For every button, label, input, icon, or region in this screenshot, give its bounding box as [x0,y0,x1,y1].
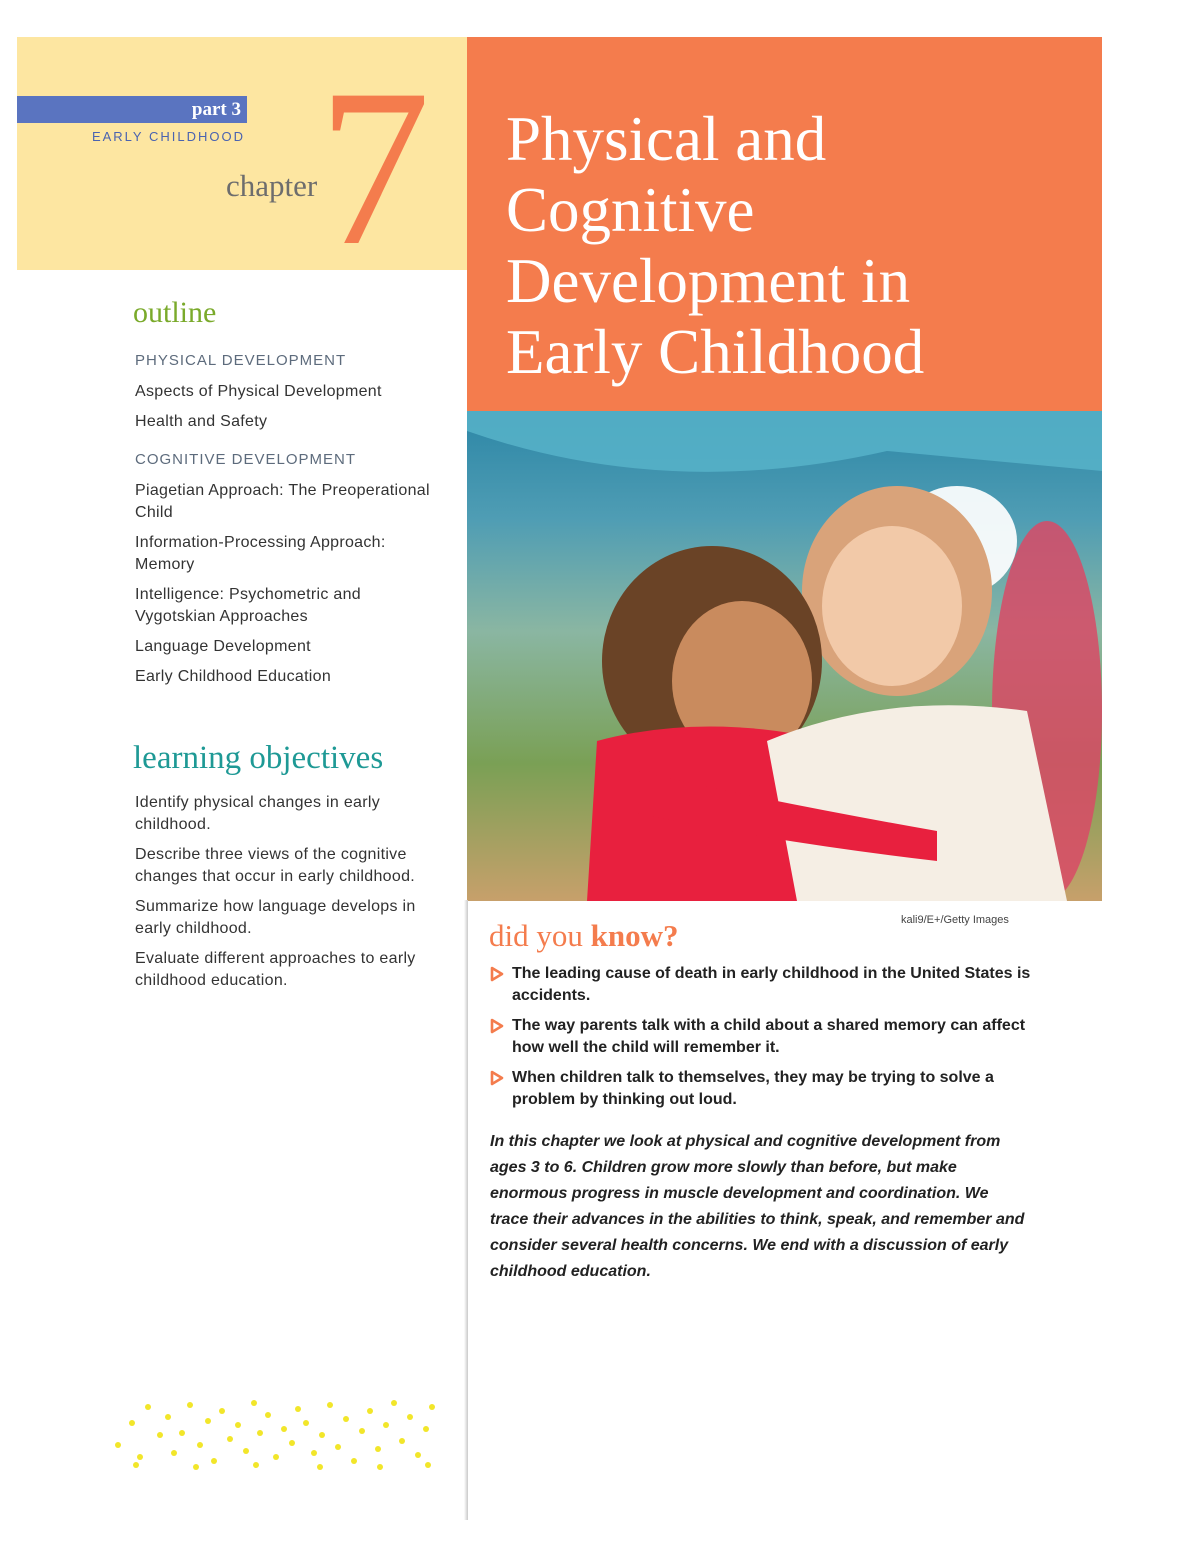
outline-list [135,480,435,696]
outline-item: Intelligence: Psychometric and Vygotskian Approaches [135,586,361,625]
chapter-title-line: Early Childhood [506,317,925,387]
play-arrow-icon [490,1018,504,1034]
learning-objectives-list [135,792,445,1000]
decorative-dots [110,1395,440,1475]
photo-credit: kali9/E+/Getty Images [901,914,1009,926]
column-divider [464,900,468,1520]
did-you-know-heading-plain: did you [489,918,591,953]
outline-item: Piagetian Approach: The Preoperational Child [135,482,430,521]
chapter-title-line: Cognitive [506,175,755,245]
chapter-title-line: Development in [506,246,911,316]
play-arrow-icon [490,1070,504,1086]
part-subtitle: EARLY CHILDHOOD [91,129,245,144]
play-arrow-icon [490,966,504,982]
outline-section-label: PHYSICAL DEVELOPMENT [135,352,347,369]
chapter-title [506,104,1086,388]
part-label: part 3 [17,96,247,123]
did-you-know-text: When children talk to themselves, they may be trying to solve a problem by thinking out loud. [512,1069,994,1108]
learning-objective-item: Evaluate different approaches to early childhood education. [135,950,416,989]
did-you-know-heading-bold: know? [590,918,679,953]
learning-objective-item: Identify physical changes in early childhood. [135,794,380,833]
outline-item: Language Development [135,638,311,655]
chapter-word: chapter [226,168,318,203]
photo-illustration [467,411,1102,901]
chapter-title-line: Physical and [506,104,827,174]
did-you-know-heading [489,918,679,954]
outline-item: Health and Safety [135,413,268,430]
learning-objective-item: Describe three views of the cognitive changes that occur in early childhood. [135,846,416,885]
chapter-number: 7 [318,42,431,292]
outline-item: Information-Processing Approach: Memory [135,534,386,573]
did-you-know-item [490,963,1035,1007]
did-you-know-item [490,1015,1035,1059]
learning-objective-item: Summarize how language develops in early childhood. [135,898,416,937]
outline-list [135,381,435,441]
chapter-photo [467,411,1102,901]
did-you-know-text: The way parents talk with a child about a shared memory can affect how well the child will remember it. [512,1017,1026,1056]
outline-item: Early Childhood Education [135,668,332,685]
outline-item: Aspects of Physical Development [135,383,382,400]
outline-heading: outline [133,296,217,329]
did-you-know-text: The leading cause of death in early childhood in the United States is accidents. [512,965,1031,1004]
outline-section-label: COGNITIVE DEVELOPMENT [135,451,357,468]
did-you-know-list [490,963,1035,1119]
did-you-know-item [490,1067,1035,1111]
learning-objectives-heading: learning objectives [133,740,384,776]
chapter-intro: In this chapter we look at physical and cognitive development from ages 3 to 6. Children grow more slowly than before, but make enormous progress in muscle development and coordination. We trace their advances in the abilities to think, speak, and remember and consider several health concerns. We end with a discussion of early childhood education. [490,1133,1025,1280]
